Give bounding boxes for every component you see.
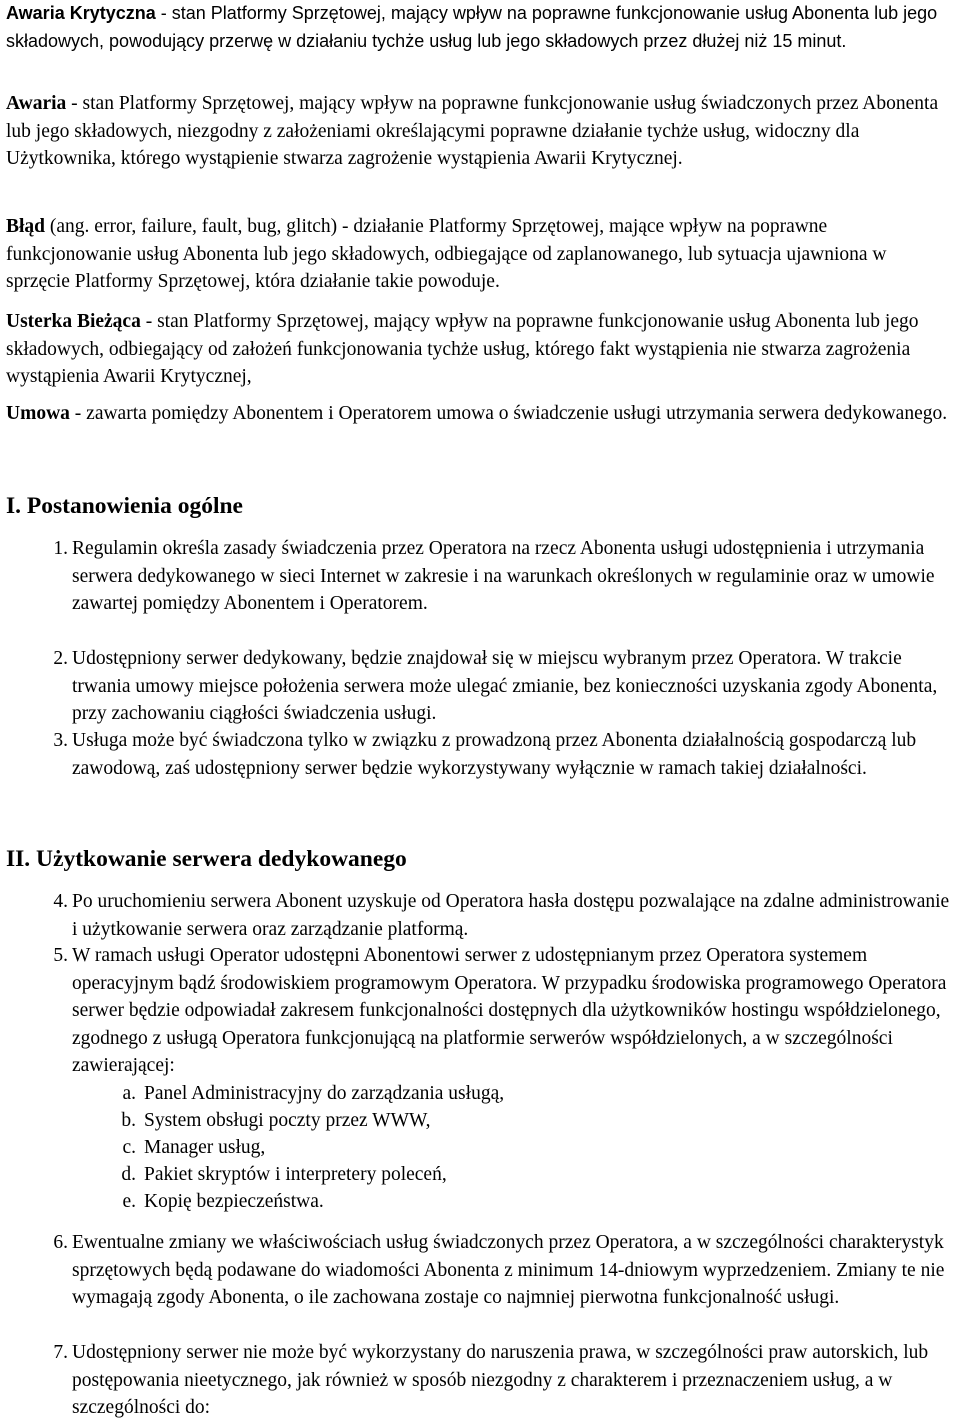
- definition-text: - zawarta pomiędzy Abonentem i Operatorem umowa o świadczenie usługi utrzymania serwera dedykowanego.: [69, 403, 948, 424]
- definition-text: - stan Platformy Sprzętowej, mający wpływ na poprawne funkcjonowanie usług Abonenta lub jego składowych, powodujący przerwę w działaniu tychże usług lub jego składowych przez dłużej niż 15 minut.: [6, 3, 938, 51]
- item-text: Regulamin określa zasady świadczenia przez Operatora na rzecz Abonenta usługi udostępnienia i utrzymania serwera dedykowanego w sieci Internet w zakresie i na warunkach określonych w regulaminie oraz w umowie zawartej pomiędzy Abonentem i Operatorem.: [72, 538, 935, 614]
- sub-item-text: Manager usług,: [144, 1137, 266, 1158]
- definition-text: - stan Platformy Sprzętowej, mający wpływ na poprawne funkcjonowanie usług Abonenta lub jego składowych, odbiegający od założeń funkcjonowania tychże usług, którego fakt wystąpienia nie stwarza zagrożenia wystąpienia Awarii Krytycznej,: [6, 311, 919, 387]
- definition-umowa: [6, 400, 954, 428]
- section-heading-uzytkowanie: II. Użytkowanie serwera dedykowanego: [6, 846, 407, 872]
- item-number: 1.: [53, 538, 68, 559]
- item-text: Po uruchomieniu serwera Abonent uzyskuje od Operatora hasła dostępu pozwalające na zdalne administrowanie i użytkowanie serwera oraz zarządzanie platformą.: [72, 891, 950, 940]
- sub-item-letter: c.: [122, 1137, 136, 1158]
- sub-item-text: Kopię bezpieczeństwa.: [144, 1191, 324, 1212]
- sub-item-text: System obsługi poczty przez WWW,: [144, 1110, 431, 1131]
- definition-awaria: [6, 90, 954, 173]
- definition-usterka-biezaca: [6, 308, 954, 391]
- sub-item: [108, 1161, 447, 1189]
- item-text: Udostępniony serwer dedykowany, będzie znajdował się w miejscu wybranym przez Operatora. W trakcie trwania umowy miejsce położenia serwera może ulegać zmianie, bez konieczności uzyskania zgody Abonenta, przy zachowaniu ciągłości świadczenia usługi.: [72, 648, 938, 724]
- list-item: [6, 888, 954, 943]
- item-text: Usługa może być świadczona tylko w związku z prowadzoną przez Abonenta działalnością gospodarczą lub zawodową, zaś udostępniony serwer będzie wykorzystywany wyłącznie w ramach takiej działalności.: [72, 730, 917, 779]
- sub-item: [108, 1080, 504, 1108]
- list-item: [6, 727, 954, 782]
- definition-term: Umowa: [6, 403, 70, 424]
- list-item: [6, 645, 954, 728]
- sub-item: [108, 1134, 265, 1162]
- item-number: 5.: [53, 945, 68, 966]
- definition-term: Awaria Krytyczna: [6, 3, 156, 23]
- sub-item-letter: b.: [121, 1110, 136, 1131]
- item-text: W ramach usługi Operator udostępni Abonentowi serwer z udostępnianym przez Operatora systemem operacyjnym bądź środowiskiem programowym Operatora. W przypadku środowiska programowego Operatora serwer będzie odpowiadał zakresem funkcjonalności dostępnych dla użytkowników hostingu współdzielonego, zgodnego z usługą Operatora funkcjonującą na platformie serwerów współdzielonych, a w szczególności zawierającej:: [72, 945, 947, 1076]
- sub-item-letter: e.: [122, 1191, 136, 1212]
- item-number: 2.: [53, 648, 68, 669]
- list-item: [6, 1339, 954, 1421]
- section-heading-postanowienia: I. Postanowienia ogólne: [6, 493, 243, 519]
- definition-text: - stan Platformy Sprzętowej, mający wpływ na poprawne funkcjonowanie usług świadczonych przez Abonenta lub jego składowych, niezgodny z założeniami określającymi poprawne działanie tychże usług, widoczny dla Użytkownika, którego wystąpienie stwarza zagrożenie wystąpienia Awarii Krytycznej.: [6, 93, 939, 169]
- definition-blad: [6, 213, 954, 296]
- definition-text: (ang. error, failure, fault, bug, glitch) - działanie Platformy Sprzętowej, mające wpływ na poprawne funkcjonowanie usług Abonenta lub jego składowych, odbiegające od zaplanowanego, lub sytuacja ujawniona w sprzęcie Platformy Sprzętowej, która działanie takie powoduje.: [6, 216, 887, 292]
- sub-item-letter: a.: [122, 1083, 136, 1104]
- definition-awaria-krytyczna: [6, 0, 954, 55]
- definition-term: Awaria: [6, 93, 67, 114]
- sub-item-text: Pakiet skryptów i interpretery poleceń,: [144, 1164, 447, 1185]
- list-item: [6, 535, 954, 618]
- sub-item: [108, 1188, 324, 1216]
- definition-term: Błąd: [6, 216, 46, 237]
- item-text: Udostępniony serwer nie może być wykorzystany do naruszenia prawa, w szczególności praw autorskich, lub postępowania nieetycznego, jak również w sposób niezgodny z charakterem i przeznaczeniem usług, a w szczególności do:: [72, 1342, 929, 1418]
- sub-item-letter: d.: [121, 1164, 136, 1185]
- sub-item: [108, 1107, 430, 1135]
- list-item: [6, 942, 954, 1080]
- item-number: 3.: [53, 730, 68, 751]
- item-number: 4.: [53, 891, 68, 912]
- definition-term: Usterka Bieżąca: [6, 311, 141, 332]
- item-number: 6.: [53, 1232, 68, 1253]
- list-item: [6, 1229, 954, 1312]
- item-text: Ewentualne zmiany we właściwościach usług świadczonych przez Operatora, a w szczególności charakterystyk sprzętowych będą podawane do wiadomości Abonenta z minimum 14-dniowym wyprzedzeniem. Zmiany te nie wymagają zgody Abonenta, o ile zachowana zostaje co najmniej pierwotna funkcjonalność usługi.: [72, 1232, 945, 1308]
- item-number: 7.: [53, 1342, 68, 1363]
- sub-item-text: Panel Administracyjny do zarządzania usługą,: [144, 1083, 505, 1104]
